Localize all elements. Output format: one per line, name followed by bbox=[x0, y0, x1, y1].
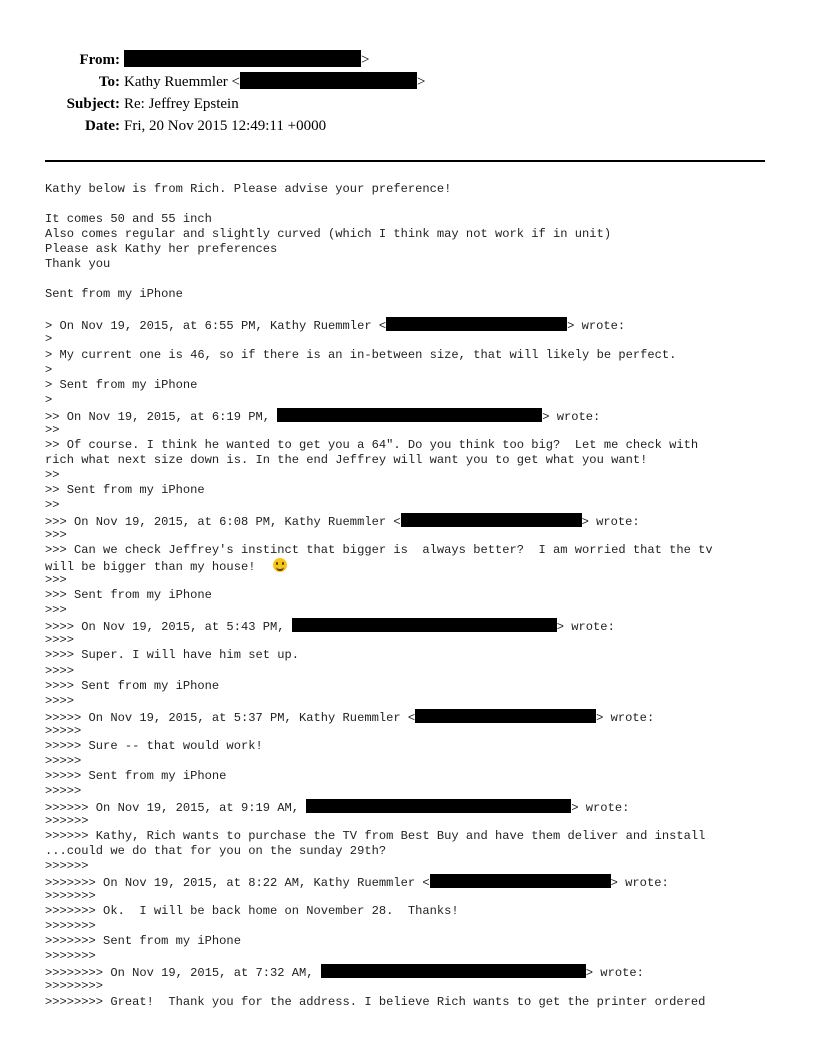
body-line: >>>>>>> Ok. I will be back home on November 28. Thanks! bbox=[45, 904, 459, 919]
body-line: >> Of course. I think he wanted to get you a 64". Do you think too big? Let me check with bbox=[45, 437, 699, 452]
body-line: >>>> bbox=[45, 693, 75, 708]
to-row bbox=[0, 71, 816, 93]
to-label: To: bbox=[98, 74, 120, 90]
body-line: > My current one is 46, so if there is an in-between size, that will likely be perfect. bbox=[45, 347, 677, 362]
body-line: >>> Sent from my iPhone bbox=[45, 588, 212, 603]
body-line: > bbox=[45, 362, 53, 377]
quote-header-line bbox=[45, 513, 775, 528]
quote-header-line bbox=[45, 317, 775, 332]
body-line: >>>>>>> bbox=[45, 889, 96, 904]
to-name: Kathy Ruemmler < bbox=[124, 74, 240, 90]
from-row bbox=[0, 49, 816, 71]
redaction-bar bbox=[277, 408, 542, 422]
body-line: >> bbox=[45, 422, 60, 437]
from-value bbox=[124, 49, 369, 71]
body-line: >>>>>>> bbox=[45, 919, 96, 934]
quote-header-text: >>> On Nov 19, 2015, at 6:08 PM, Kathy Ruemmler < bbox=[45, 515, 401, 530]
body-line: >>>>>> bbox=[45, 813, 89, 828]
body-line: >>>> bbox=[45, 663, 75, 678]
quote-header-line bbox=[45, 408, 775, 423]
quote-header-suffix: > wrote: bbox=[596, 710, 655, 725]
body-line: >>>> bbox=[45, 633, 75, 648]
body-line: >>>>> Sent from my iPhone bbox=[45, 768, 227, 783]
quote-header-text: >>>>>> On Nov 19, 2015, at 9:19 AM, bbox=[45, 800, 307, 815]
body-line: > bbox=[45, 332, 53, 347]
date-value: Fri, 20 Nov 2015 12:49:11 +0000 bbox=[124, 118, 327, 134]
quote-header-suffix: > wrote: bbox=[567, 319, 626, 334]
body-line: >> Sent from my iPhone bbox=[45, 482, 205, 497]
body-line-with-emoji bbox=[45, 558, 775, 573]
body-line: rich what next size down is. In the end Jeffrey will want you to get what you want! bbox=[45, 452, 648, 467]
to-value bbox=[124, 71, 425, 93]
redaction-bar bbox=[386, 317, 567, 331]
quote-header-suffix: > wrote: bbox=[610, 876, 669, 891]
from-suffix: > bbox=[361, 52, 370, 68]
body-line: It comes 50 and 55 inch bbox=[45, 212, 212, 227]
body-line: >>> Can we check Jeffrey's instinct that bigger is always better? I am worried that the tv bbox=[45, 543, 713, 558]
quote-header-line bbox=[45, 964, 775, 979]
body-line: >> bbox=[45, 467, 60, 482]
body-line: >>>>>> Kathy, Rich wants to purchase the TV from Best Buy and have them deliver and install bbox=[45, 829, 706, 844]
body-line bbox=[45, 197, 775, 212]
redaction-bar bbox=[430, 874, 611, 888]
body-line: >> bbox=[45, 497, 60, 512]
body-line: >>> bbox=[45, 603, 67, 618]
body-line: > Sent from my iPhone bbox=[45, 377, 198, 392]
from-label: From: bbox=[79, 52, 120, 68]
body-line: Please ask Kathy her preferences bbox=[45, 242, 278, 257]
quote-header-line bbox=[45, 874, 775, 889]
date-row bbox=[0, 115, 816, 137]
body-line: > bbox=[45, 392, 53, 407]
quote-header-text: >> On Nov 19, 2015, at 6:19 PM, bbox=[45, 409, 278, 424]
quote-header-text: >>>> On Nov 19, 2015, at 5:43 PM, bbox=[45, 620, 292, 635]
body-line-text: will be bigger than my house! bbox=[45, 560, 270, 575]
date-label: Date: bbox=[85, 118, 120, 134]
subject-row bbox=[0, 93, 816, 115]
redaction-bar bbox=[415, 709, 596, 723]
body-line: >>>>>>> Sent from my iPhone bbox=[45, 934, 241, 949]
body-line: Kathy below is from Rich. Please advise your preference! bbox=[45, 182, 452, 196]
quote-header-text: >>>>>>>> On Nov 19, 2015, at 7:32 AM, bbox=[45, 966, 321, 981]
body-line: >>>>> bbox=[45, 723, 82, 738]
body-line: >>>>> Sure -- that would work! bbox=[45, 738, 263, 753]
body-line: >>>>>>>> Great! Thank you for the address. I believe Rich wants to get the printer ordered bbox=[45, 994, 706, 1009]
body-line: ...could we do that for you on the sunday 29th? bbox=[45, 844, 387, 859]
quote-header-suffix: > wrote: bbox=[585, 966, 644, 981]
redaction-bar bbox=[124, 50, 361, 67]
quote-header-text: >>>>> On Nov 19, 2015, at 5:37 PM, Kathy Ruemmler < bbox=[45, 710, 416, 725]
body-line: >>>> Sent from my iPhone bbox=[45, 678, 220, 693]
quote-header-suffix: > wrote: bbox=[571, 800, 630, 815]
body-line: >>> bbox=[45, 573, 67, 588]
body-line: >>> bbox=[45, 528, 67, 543]
redaction-bar bbox=[292, 618, 557, 632]
body-line: Sent from my iPhone bbox=[45, 287, 183, 302]
redaction-bar bbox=[240, 72, 417, 89]
subject-label: Subject: bbox=[66, 96, 120, 112]
email-header bbox=[0, 49, 816, 137]
email-body bbox=[45, 182, 775, 1010]
to-suffix: > bbox=[416, 74, 426, 90]
body-line: >>>>>>> bbox=[45, 949, 96, 964]
body-line: >>>>> bbox=[45, 783, 82, 798]
redaction-bar bbox=[306, 799, 571, 813]
body-line: >>>>>>>> bbox=[45, 979, 104, 994]
header-divider bbox=[45, 160, 765, 162]
body-line bbox=[45, 272, 775, 287]
redaction-bar bbox=[401, 513, 582, 527]
redaction-bar bbox=[321, 964, 586, 978]
quote-header-suffix: > wrote: bbox=[542, 409, 601, 424]
body-line: >>>>>> bbox=[45, 859, 89, 874]
quote-header-line bbox=[45, 709, 775, 724]
quote-header-suffix: > wrote: bbox=[556, 620, 615, 635]
quote-header-suffix: > wrote: bbox=[581, 515, 640, 530]
quote-header-text: > On Nov 19, 2015, at 6:55 PM, Kathy Ruemmler < bbox=[45, 319, 387, 334]
quote-header-line bbox=[45, 618, 775, 633]
quote-header-line bbox=[45, 799, 775, 814]
quote-header-text: >>>>>>> On Nov 19, 2015, at 8:22 AM, Kathy Ruemmler < bbox=[45, 876, 430, 891]
body-line: Thank you bbox=[45, 257, 111, 272]
smiley-emoji-icon bbox=[273, 558, 287, 572]
subject-value: Re: Jeffrey Epstein bbox=[124, 96, 239, 112]
body-line: Also comes regular and slightly curved (which I think may not work if in unit) bbox=[45, 227, 612, 242]
body-line: >>>> Super. I will have him set up. bbox=[45, 648, 300, 663]
body-line: >>>>> bbox=[45, 753, 82, 768]
body-line bbox=[45, 302, 775, 317]
